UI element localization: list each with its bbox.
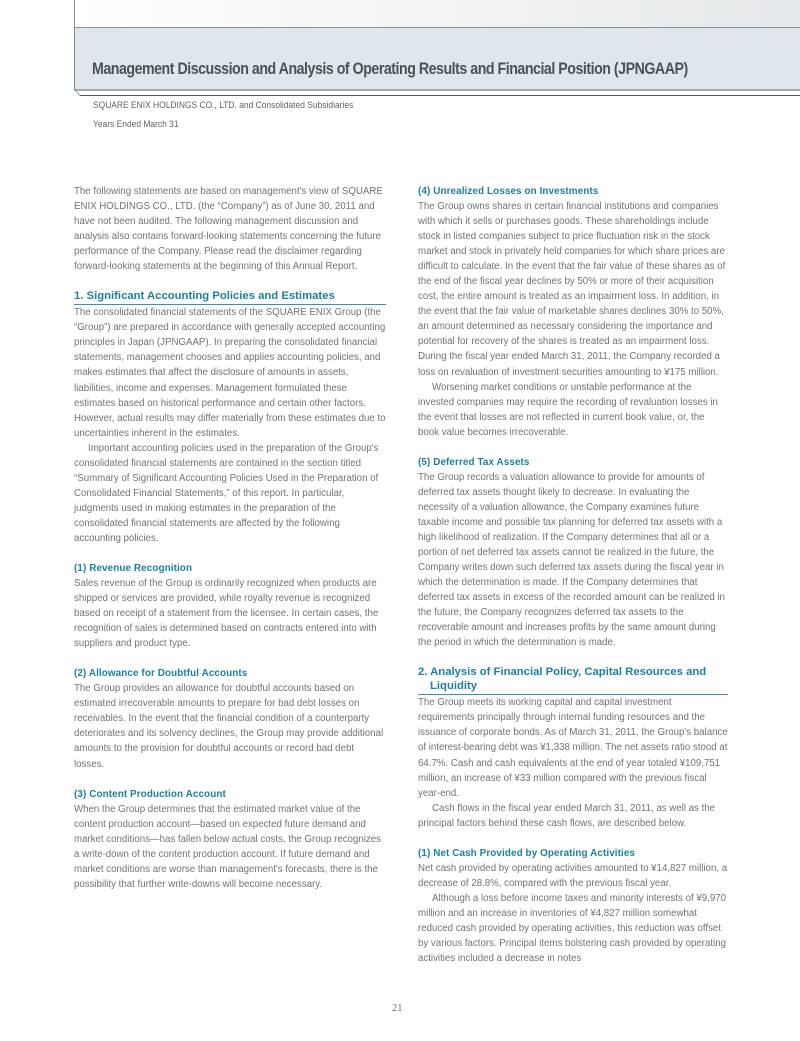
unrealized-losses-heading: (4) Unrealized Losses on Investments	[418, 186, 599, 197]
section-2-heading-line-1: 2. Analysis of Financial Policy, Capital Resources and	[418, 666, 707, 679]
header-top-band	[74, 0, 800, 28]
content-production-paragraph: When the Group determines that the estimated market value of the content production account—based on expected future demand and market conditions—has fallen below actual costs, the Group recognizes a write-down of the content production account. If future demand and market conditions are worse than management's forecasts, there is the possibility that further write-downs will become necessary.	[74, 803, 381, 890]
operating-activities-paragraph-2: Although a loss before income taxes and minority interests of ¥9,970 million and an increase in inventories of ¥4,827 million somewhat reduced cash provided by operating activities, this reduction was offset by various factors. Principal items bolstering cash provided by operating activities included a decrease in notes	[418, 892, 727, 965]
section-2-heading	[418, 665, 728, 695]
header-rule	[80, 95, 800, 96]
section-1-paragraph-1: The consolidated financial statements of the SQUARE ENIX Group (the “Group”) are prepared in accordance with generally accepted accounting principles in Japan (JPNGAAP). In preparing the consolidated financial statements, management chooses and applies accounting policies, and makes estimates that affect the disclosure of amounts in assets, liabilities, income and expenses. Management formulated these estimates based on historical performance and certain other factors. However, actual results may differ materially from these estimates due to uncertainties inherent in the estimates.	[74, 307, 386, 439]
revenue-recognition-paragraph: Sales revenue of the Group is ordinarily recognized when products are shipped or services are provided, while royalty revenue is recognized based on receipt of a statement from the licensee. In certain cases, the recognition of sales is determined based on contracts entered into with suppliers and product type.	[74, 578, 379, 650]
deferred-tax-heading: (5) Deferred Tax Assets	[418, 456, 530, 468]
company-line: SQUARE ENIX HOLDINGS CO., LTD. and Consolidated Subsidiaries	[93, 100, 354, 111]
intro-paragraph: The following statements are based on management's view of SQUARE ENIX HOLDINGS CO., LTD. (the “Company”) as of June 30, 2011 and have not been audited. The following management discussion and analysis also contains forward-looking statements concerning the future performance of the Company. Please read the disclaimer regarding forward-looking statements at the beginning of this Annual Report.	[74, 186, 383, 273]
content-production-heading: (3) Content Production Account	[74, 788, 226, 800]
section-2-paragraph-1: The Group meets its working capital and capital investment requirements principally through internal funding resources and the issuance of corporate bonds. As of March 31, 2011, the Group's balance of interest-bearing debt was ¥1,338 million. The net assets ratio stood at 64.7%. Cash and cash equivalents at the end of year totaled ¥109,751 million, an increase of ¥33 million compared with the previous fiscal year-end.	[418, 697, 728, 799]
period-line: Years Ended March 31	[93, 119, 179, 130]
unrealized-losses-paragraph-1: The Group owns shares in certain financial institutions and companies with which it sells or purchases goods. These shareholdings include stock in listed companies subject to price fluctuation risk in the stock market and stock in privately held companies for which share prices are difficult to calculate. In the event that the fair value of these shares as of the end of the fiscal year declines by 50% or more of their acquisition cost, the entire amount is treated as an impairment loss. In addition, in the event that the fair value of marketable shares declines 30% to 50%, an amount determined as necessary considering the importance and potential for recovery of the shares is treated as an impairment loss. During the fiscal year ended March 31, 2011, the Company recorded a loss on revaluation of investment securities amounting to ¥175 million.	[418, 201, 726, 378]
doubtful-accounts-heading: (2) Allowance for Doubtful Accounts	[74, 668, 248, 680]
right-column	[418, 184, 728, 966]
page-title: Management Discussion and Analysis of Operating Results and Financial Position (JPNGAAP)	[92, 60, 688, 78]
unrealized-losses-paragraph-2: Worsening market conditions or unstable performance at the invested companies may require the recording of revaluation losses in the event that losses are not reflected in current book value, or, the book value becomes irrecoverable.	[418, 381, 718, 438]
doubtful-accounts-paragraph: The Group provides an allowance for doubtful accounts based on estimated irrecoverable amounts to prepare for bad debt losses on receivables. In the event that the financial condition of a counterparty deteriorates and its solvency declines, the Group may provide additional amounts to the provision for doubtful accounts or record bad debt losses.	[74, 683, 384, 770]
section-2-heading-line-2: Liquidity	[430, 680, 478, 693]
section-2-paragraph-2: Cash flows in the fiscal year ended March 31, 2011, as well as the principal factors behind these cash flows, are described below.	[418, 802, 716, 829]
page-number: 21	[392, 1003, 403, 1014]
section-1-heading: 1. Significant Accounting Policies and Estimates	[74, 289, 386, 305]
left-column	[74, 184, 386, 892]
deferred-tax-paragraph: The Group records a valuation allowance to provide for amounts of deferred tax assets thought likely to decrease. In evaluating the necessity of a valuation allowance, the Company examines future taxable income and possible tax planning for deferred tax assets with a high likelihood of realization. If the Company determines that all or a portion of net deferred tax assets cannot be realized in the future, the Company writes down such deferred tax assets during the fiscal year in which the determination is made. If the Company determines that deferred tax assets in excess of the recorded amount can be realized in the future, the Company recognizes deferred tax assets to the recoverable amount and increases profits by the same amount during the period in which the determination is made.	[418, 471, 725, 649]
section-1-paragraph-2: Important accounting policies used in the preparation of the Group's consolidated financial statements are contained in the section titled “Summary of Significant Accounting Policies Used in the Preparation of Consolidated Financial Statements,” of this report. In particular, judgments used in making estimates in the preparation of the consolidated financial statements are affected by the following accounting policies.	[74, 442, 379, 544]
operating-activities-heading: (1) Net Cash Provided by Operating Activities	[418, 847, 636, 859]
operating-activities-paragraph-1: Net cash provided by operating activities amounted to ¥14,827 million, a decrease of 28.8%, compared with the previous fiscal year.	[418, 862, 728, 889]
revenue-recognition-heading: (1) Revenue Recognition	[74, 563, 193, 575]
